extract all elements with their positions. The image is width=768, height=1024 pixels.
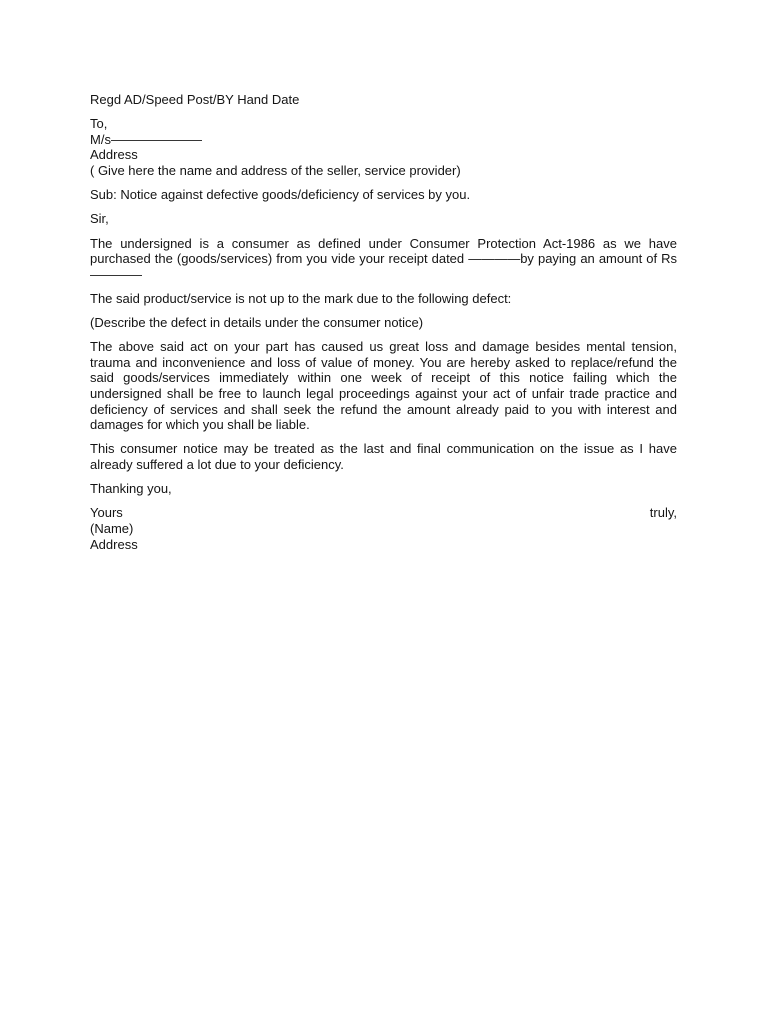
- letter-page: [90, 92, 677, 552]
- paragraph-final-notice: This consumer notice may be treated as the last and final communication on the issue as I have already suffered a lot due to your deficiency.: [90, 441, 677, 473]
- address-hint: ( Give here the name and address of the seller, service provider): [90, 162, 461, 178]
- header-line: Regd AD/Speed Post/BY Hand Date: [90, 92, 300, 107]
- paragraph-defect-intro: The said product/service is not up to the mark due to the following defect:: [90, 290, 512, 306]
- paragraph-defect-description: (Describe the defect in details under the consumer notice): [90, 315, 424, 331]
- paragraph-demand: The above said act on your part has caused us great loss and damage besides mental tension, trauma and inconvenience and loss of value of money. You are hereby asked to replace/refund the said goods/services immediately within one week of receipt of this notice failing which the undersigned shall be free to launch legal proceedings against your act of unfair trade practice and deficiency of services and shall seek the refund the amount already paid to you with interest and damages for which you shall be liable.: [90, 339, 677, 433]
- salutation: Sir,: [90, 211, 109, 227]
- closing-truly: truly,: [649, 505, 677, 521]
- recipient-block: [90, 116, 677, 178]
- closing-yours: Yours: [90, 505, 123, 521]
- sender-name: (Name): [90, 521, 134, 536]
- subject-line: Sub: Notice against defective goods/deficiency of services by you.: [90, 187, 471, 203]
- to-line: To,: [90, 116, 108, 132]
- closing-block: [90, 505, 677, 552]
- ms-line: M/s———————: [90, 131, 202, 147]
- sender-address: Address: [90, 536, 138, 552]
- thanking-line: Thanking you,: [90, 481, 172, 497]
- paragraph-consumer-declaration: The undersigned is a consumer as defined under Consumer Protection Act-1986 as we have purchased the (goods/services) from you vide your receipt dated ————by paying an amount of Rs————: [90, 235, 677, 282]
- address-label: Address: [90, 147, 138, 163]
- yours-truly-row: [90, 505, 677, 521]
